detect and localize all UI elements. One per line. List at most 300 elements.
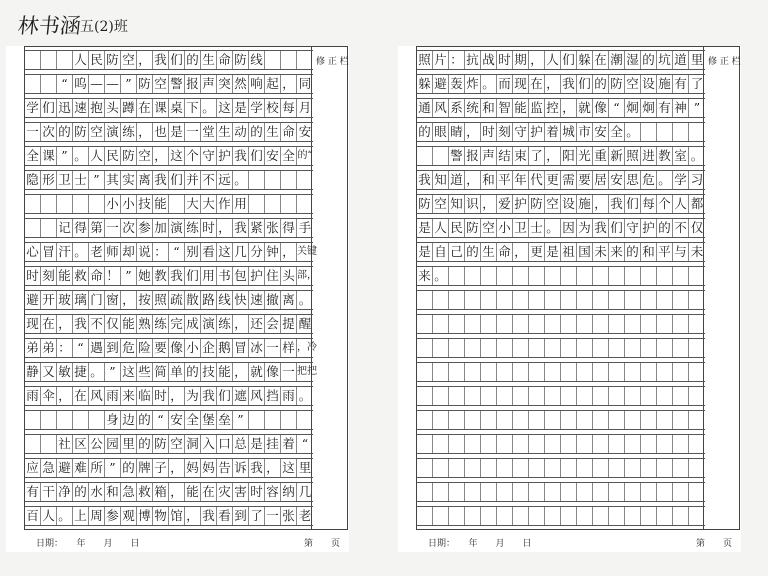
- right-grid-row: [417, 218, 705, 238]
- grid-cell: 老: [89, 243, 105, 261]
- grid-cell: [673, 363, 689, 381]
- grid-cell: [41, 219, 57, 237]
- grid-cell: ：: [449, 51, 465, 69]
- grid-cell: 技: [137, 195, 153, 213]
- grid-cell: 我: [417, 171, 433, 189]
- grid-cell: 冒: [233, 339, 249, 357]
- grid-cell: 风: [249, 387, 265, 405]
- grid-cell: 她: [137, 267, 153, 285]
- grid-cell: 人: [433, 219, 449, 237]
- grid-cell: “: [301, 436, 309, 451]
- grid-cell: 防: [609, 75, 625, 93]
- grid-cell: 书: [217, 267, 233, 285]
- grid-cell: [297, 411, 313, 429]
- grid-cell: 箱: [153, 483, 169, 501]
- grid-cell: 防: [105, 51, 121, 69]
- grid-cell: 一: [105, 219, 121, 237]
- grid-cell: 时: [153, 387, 169, 405]
- grid-cell: [625, 267, 641, 285]
- grid-cell: 士: [73, 171, 89, 189]
- grid-cell: 练: [121, 123, 137, 141]
- grid-cell: [593, 483, 609, 501]
- grid-cell: 在: [529, 75, 545, 93]
- grid-cell: 。: [57, 507, 73, 525]
- grid-cell: 在: [593, 51, 609, 69]
- grid-cell: 部，: [297, 270, 317, 281]
- grid-cell: 护: [249, 267, 265, 285]
- grid-cell: 演: [169, 219, 185, 237]
- grid-cell: 知: [449, 195, 465, 213]
- right-grid-row: [417, 194, 705, 214]
- grid-cell: 按: [137, 291, 153, 309]
- grid-cell: 其: [105, 171, 121, 189]
- right-grid-row: [417, 290, 705, 310]
- grid-cell: 门: [89, 291, 105, 309]
- grid-cell: 期: [513, 51, 529, 69]
- right-footer: [398, 536, 741, 550]
- grid-cell: 线: [249, 51, 265, 69]
- right-grid-row: [417, 434, 705, 454]
- student-name: 林书涵: [16, 14, 83, 38]
- grid-cell: 迅: [57, 99, 73, 117]
- grid-cell: 国: [577, 243, 593, 261]
- grid-cell: 人: [673, 195, 689, 213]
- grid-cell: [465, 459, 481, 477]
- grid-cell: 桌: [169, 99, 185, 117]
- grid-cell: 我: [201, 507, 217, 525]
- grid-cell: [481, 507, 497, 525]
- grid-cell: [465, 411, 481, 429]
- grid-cell: 防: [465, 219, 481, 237]
- grid-cell: 张: [281, 507, 297, 525]
- grid-cell: 空: [121, 51, 137, 69]
- grid-cell: ：: [153, 243, 169, 261]
- grid-cell: ，: [137, 51, 153, 69]
- left-composition-sheet: [6, 46, 349, 552]
- grid-cell: 监: [529, 99, 545, 117]
- grid-cell: 课: [153, 99, 169, 117]
- grid-cell: 更: [529, 243, 545, 261]
- grid-cell: 身: [105, 411, 121, 429]
- grid-cell: [25, 411, 41, 429]
- grid-cell: [545, 339, 561, 357]
- grid-cell: [593, 459, 609, 477]
- grid-cell: 城: [561, 123, 577, 141]
- grid-cell: 路: [201, 291, 217, 309]
- grid-cell: [41, 435, 57, 453]
- grid-cell: 在: [137, 99, 153, 117]
- grid-cell: 为: [577, 219, 593, 237]
- grid-cell: 护: [529, 123, 545, 141]
- grid-cell: [417, 387, 433, 405]
- grid-cell: [89, 411, 105, 429]
- grid-cell: 里: [690, 52, 704, 67]
- grid-cell: 我: [233, 219, 249, 237]
- grid-cell: 们: [185, 267, 201, 285]
- grid-cell: [529, 339, 545, 357]
- grid-cell: [265, 171, 281, 189]
- grid-cell: [481, 411, 497, 429]
- grid-cell: 不: [673, 219, 689, 237]
- grid-cell: 防: [417, 195, 433, 213]
- grid-cell: [417, 435, 433, 453]
- grid-cell: 又: [41, 363, 57, 381]
- grid-cell: 弟: [41, 339, 57, 357]
- grid-cell: 仅: [105, 315, 121, 333]
- grid-cell: [577, 363, 593, 381]
- grid-cell: 诉: [233, 459, 249, 477]
- grid-cell: 速: [73, 99, 89, 117]
- grid-cell: [25, 51, 41, 69]
- grid-cell: 窗: [105, 291, 121, 309]
- grid-cell: 和: [641, 243, 657, 261]
- grid-cell: 。: [690, 148, 704, 163]
- grid-cell: [545, 435, 561, 453]
- grid-cell: [545, 507, 561, 525]
- grid-cell: 能: [217, 363, 233, 381]
- grid-cell: 时: [249, 483, 265, 501]
- grid-cell: [641, 507, 657, 525]
- grid-cell: [41, 51, 57, 69]
- grid-cell: 参: [105, 507, 121, 525]
- grid-cell: 容: [265, 483, 281, 501]
- grid-cell: [641, 387, 657, 405]
- grid-cell: 控: [545, 99, 561, 117]
- grid-cell: [497, 387, 513, 405]
- grid-cell: [657, 459, 673, 477]
- grid-cell: 时: [201, 219, 217, 237]
- grid-cell: “: [153, 411, 169, 429]
- grid-cell: 风: [89, 387, 105, 405]
- grid-cell: [513, 507, 529, 525]
- grid-cell: [529, 315, 545, 333]
- grid-cell: 像: [169, 339, 185, 357]
- grid-cell: [577, 387, 593, 405]
- grid-cell: 需: [561, 171, 577, 189]
- grid-cell: ，: [513, 243, 529, 261]
- grid-cell: 一: [265, 339, 281, 357]
- grid-cell: [433, 363, 449, 381]
- grid-cell: [641, 363, 657, 381]
- grid-cell: ”: [121, 267, 137, 285]
- grid-cell: 博: [137, 507, 153, 525]
- grid-cell: ，: [169, 483, 185, 501]
- grid-cell: 钟: [265, 243, 281, 261]
- grid-cell: [529, 267, 545, 285]
- grid-cell: [529, 387, 545, 405]
- grid-cell: 识: [465, 195, 481, 213]
- grid-cell: 人: [89, 147, 105, 165]
- grid-cell: 防: [233, 51, 249, 69]
- grid-cell: 了: [249, 507, 265, 525]
- grid-cell: 观: [121, 507, 137, 525]
- grid-cell: 园: [105, 435, 121, 453]
- grid-cell: 我: [169, 267, 185, 285]
- grid-cell: [433, 387, 449, 405]
- grid-cell: 护: [217, 147, 233, 165]
- grid-cell: [689, 267, 705, 285]
- grid-cell: [529, 435, 545, 453]
- grid-cell: 救: [137, 483, 153, 501]
- grid-cell: 未: [690, 244, 704, 259]
- grid-cell: [513, 315, 529, 333]
- grid-cell: [481, 459, 497, 477]
- grid-cell: [481, 483, 497, 501]
- grid-cell: 到: [105, 339, 121, 357]
- grid-cell: 空: [625, 75, 641, 93]
- grid-cell: 民: [105, 147, 121, 165]
- grid-cell: 平: [497, 171, 513, 189]
- grid-cell: 能: [121, 315, 137, 333]
- grid-cell: ，: [153, 147, 169, 165]
- grid-cell: [577, 435, 593, 453]
- grid-cell: 施: [577, 195, 593, 213]
- grid-cell: 己: [449, 243, 465, 261]
- grid-cell: 的: [641, 51, 657, 69]
- grid-cell: 人: [545, 51, 561, 69]
- grid-cell: 雨: [105, 387, 121, 405]
- grid-cell: [25, 219, 41, 237]
- grid-cell: 练: [185, 219, 201, 237]
- grid-cell: 安: [298, 124, 312, 139]
- grid-cell: [609, 411, 625, 429]
- grid-cell: 的: [73, 483, 89, 501]
- grid-cell: 完: [169, 315, 185, 333]
- grid-cell: 新: [609, 147, 625, 165]
- grid-cell: 有: [657, 99, 673, 117]
- grid-cell: [641, 411, 657, 429]
- grid-cell: 捷: [73, 363, 89, 381]
- grid-cell: [41, 75, 57, 93]
- grid-cell: 防: [121, 147, 137, 165]
- right-composition-sheet: [398, 46, 741, 552]
- grid-cell: 抱: [89, 99, 105, 117]
- grid-cell: 入: [201, 435, 217, 453]
- grid-cell: 里: [298, 460, 312, 475]
- grid-cell: 是: [417, 219, 433, 237]
- grid-cell: 爱: [497, 195, 513, 213]
- grid-cell: 安: [169, 411, 185, 429]
- grid-cell: 能: [513, 99, 529, 117]
- grid-cell: 别: [185, 243, 201, 261]
- grid-cell: 临: [137, 387, 153, 405]
- grid-cell: 洞: [185, 435, 201, 453]
- grid-cell: 时: [497, 51, 513, 69]
- grid-cell: [641, 315, 657, 333]
- right-grid-row: [417, 386, 705, 406]
- grid-cell: [689, 291, 705, 309]
- grid-cell: 就: [249, 363, 265, 381]
- grid-cell: 潮: [609, 51, 625, 69]
- grid-cell: 老: [298, 508, 312, 523]
- grid-cell: 这: [217, 243, 233, 261]
- grid-cell: [657, 435, 673, 453]
- grid-cell: 结: [497, 147, 513, 165]
- grid-cell: [609, 339, 625, 357]
- grid-cell: 进: [641, 147, 657, 165]
- grid-cell: 弟: [25, 339, 41, 357]
- grid-cell: [497, 363, 513, 381]
- grid-cell: [513, 387, 529, 405]
- left-grid-row: [25, 266, 317, 286]
- grid-cell: [625, 387, 641, 405]
- grid-cell: [593, 339, 609, 357]
- grid-cell: ，: [121, 291, 137, 309]
- grid-cell: [73, 411, 89, 429]
- grid-cell: 空: [481, 219, 497, 237]
- grid-cell: [249, 411, 265, 429]
- grid-cell: 一: [25, 123, 41, 141]
- grid-cell: 醒: [298, 316, 312, 331]
- grid-cell: [513, 363, 529, 381]
- grid-cell: 也: [153, 123, 169, 141]
- grid-cell: 社: [57, 435, 73, 453]
- grid-cell: 和: [481, 99, 497, 117]
- grid-cell: 的: [137, 411, 153, 429]
- grid-cell: [561, 291, 577, 309]
- grid-cell: 冰: [249, 339, 265, 357]
- grid-cell: 妈: [201, 459, 217, 477]
- grid-cell: 和: [105, 483, 121, 501]
- grid-cell: ，: [169, 459, 185, 477]
- grid-cell: 。: [657, 171, 673, 189]
- grid-cell: 。: [73, 147, 89, 165]
- grid-cell: ”: [57, 147, 73, 165]
- grid-cell: 几: [233, 243, 249, 261]
- grid-cell: 习: [690, 172, 704, 187]
- grid-cell: [25, 195, 41, 213]
- grid-cell: 我: [233, 147, 249, 165]
- grid-cell: 雨: [25, 387, 41, 405]
- grid-cell: 照: [625, 147, 641, 165]
- grid-cell: [433, 147, 449, 165]
- grid-cell: 。: [433, 267, 449, 285]
- grid-cell: 手: [298, 220, 312, 235]
- grid-cell: 公: [89, 435, 105, 453]
- grid-cell: [497, 267, 513, 285]
- grid-cell: 雨: [281, 387, 297, 405]
- grid-cell: ，: [465, 171, 481, 189]
- grid-cell: [593, 363, 609, 381]
- grid-cell: 告: [217, 459, 233, 477]
- grid-cell: [657, 411, 673, 429]
- grid-cell: 命: [281, 123, 297, 141]
- grid-cell: ，: [545, 75, 561, 93]
- grid-cell: ”: [693, 100, 701, 115]
- grid-cell: [561, 459, 577, 477]
- grid-cell: [593, 267, 609, 285]
- grid-cell: 的: [593, 75, 609, 93]
- grid-cell: 到: [233, 507, 249, 525]
- grid-cell: [465, 507, 481, 525]
- grid-cell: ，: [481, 195, 497, 213]
- grid-cell: 仅: [690, 220, 704, 235]
- left-footer-date: 日期： 年 月 日: [36, 539, 140, 549]
- grid-cell: 来: [417, 267, 433, 285]
- grid-cell: 们: [169, 51, 185, 69]
- grid-cell: 空: [89, 123, 105, 141]
- grid-cell: 小: [497, 219, 513, 237]
- grid-cell: 是: [249, 435, 265, 453]
- left-grid-row: [25, 314, 313, 334]
- left-footer-page: 第 页: [304, 539, 341, 549]
- grid-cell: 得: [73, 219, 89, 237]
- grid-cell: [657, 315, 673, 333]
- grid-cell: 周: [89, 507, 105, 525]
- grid-cell: [89, 195, 105, 213]
- grid-cell: 安: [593, 123, 609, 141]
- grid-cell: 璃: [73, 291, 89, 309]
- grid-cell: [641, 483, 657, 501]
- right-footer-date: 日期： 年 月 日: [428, 539, 532, 549]
- grid-cell: [609, 267, 625, 285]
- grid-cell: 们: [625, 195, 641, 213]
- grid-cell: [593, 411, 609, 429]
- grid-cell: 道: [673, 51, 689, 69]
- left-grid-row: [25, 170, 313, 190]
- grid-cell: [449, 507, 465, 525]
- right-grid-row: [417, 98, 705, 118]
- grid-cell: 了: [690, 76, 704, 91]
- grid-cell: [689, 459, 705, 477]
- grid-cell: [609, 507, 625, 525]
- grid-cell: [513, 267, 529, 285]
- grid-cell: 一: [185, 123, 201, 141]
- grid-cell: 难: [73, 459, 89, 477]
- grid-cell: [577, 291, 593, 309]
- grid-cell: 们: [561, 51, 577, 69]
- grid-cell: 命: [217, 51, 233, 69]
- grid-cell: 挡: [265, 387, 281, 405]
- grid-cell: 用: [233, 195, 249, 213]
- grid-cell: [641, 339, 657, 357]
- left-grid-row: [25, 122, 313, 142]
- grid-cell: [433, 435, 449, 453]
- grid-cell: [673, 435, 689, 453]
- grid-cell: 设: [641, 75, 657, 93]
- grid-cell: 馆: [169, 507, 185, 525]
- grid-cell: [625, 459, 641, 477]
- grid-cell: 室: [673, 147, 689, 165]
- grid-cell: 们: [169, 171, 185, 189]
- grid-cell: 我: [249, 459, 265, 477]
- grid-cell: 就: [577, 99, 593, 117]
- grid-cell: [529, 363, 545, 381]
- grid-cell: 一: [265, 507, 281, 525]
- grid-cell: [689, 315, 705, 333]
- left-grid-row: [25, 362, 317, 382]
- right-revise-label: 修 正 栏: [708, 57, 741, 67]
- grid-cell: [417, 147, 433, 165]
- grid-cell: 们: [249, 147, 265, 165]
- left-grid-row: [25, 290, 313, 310]
- grid-cell: 代: [529, 171, 545, 189]
- grid-cell: 我: [201, 387, 217, 405]
- grid-cell: [561, 435, 577, 453]
- grid-cell: [417, 483, 433, 501]
- left-footer: [6, 536, 349, 550]
- grid-cell: [465, 483, 481, 501]
- grid-cell: 时: [481, 123, 497, 141]
- grid-cell: 的: [185, 51, 201, 69]
- grid-cell: 小: [121, 195, 137, 213]
- grid-cell: [577, 267, 593, 285]
- grid-cell: 演: [201, 315, 217, 333]
- grid-cell: 害: [233, 483, 249, 501]
- grid-cell: [465, 339, 481, 357]
- grid-cell: 照: [417, 51, 433, 69]
- grid-cell: [297, 171, 313, 189]
